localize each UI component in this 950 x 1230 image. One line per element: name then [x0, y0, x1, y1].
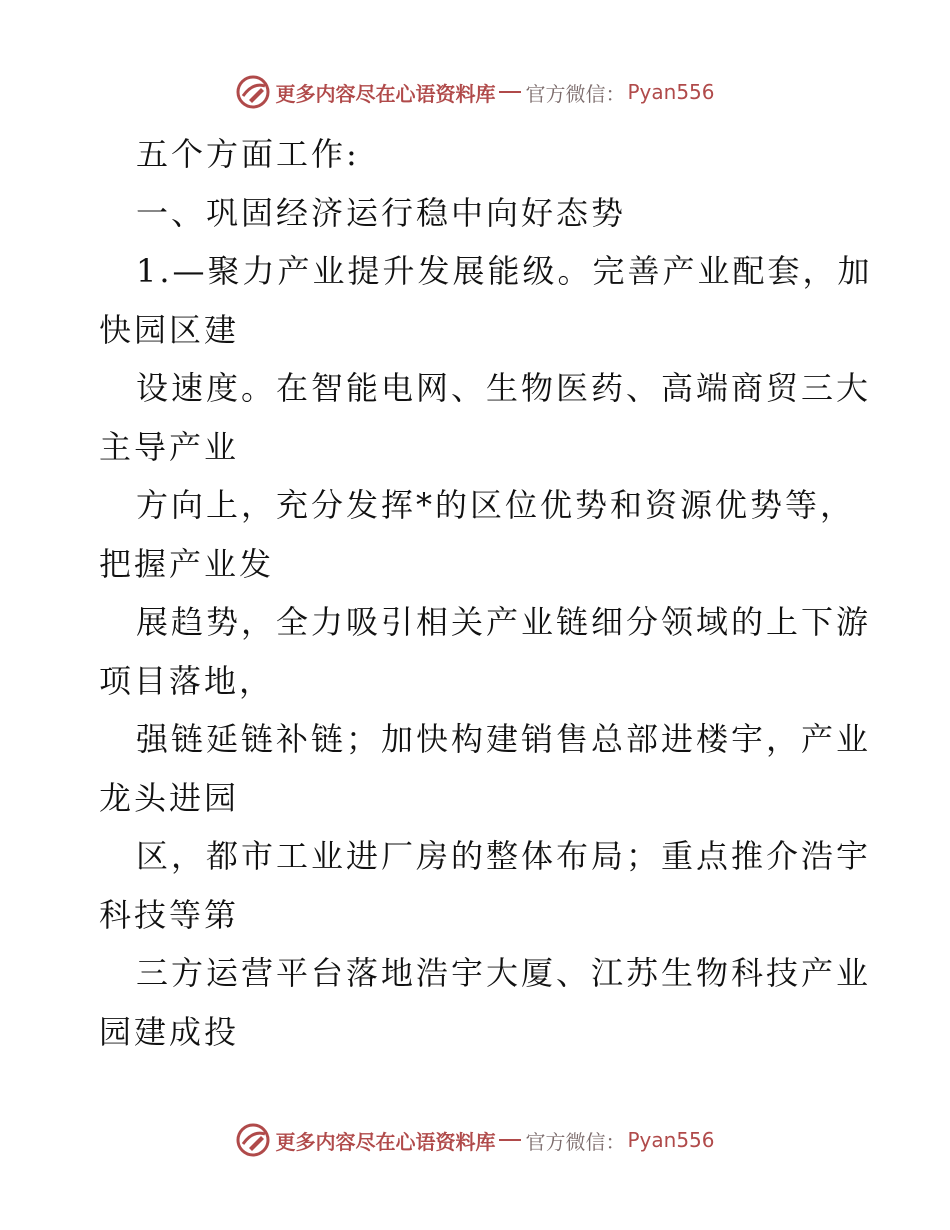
- header-banner: [0, 72, 950, 112]
- footer-brand-text: 更多内容尽在心语资料库: [275, 1129, 496, 1154]
- paragraph-line: 设速度。在智能电网、生物医药、高端商贸三大: [136, 369, 872, 407]
- footer-wechat-label: 官方微信：: [525, 1129, 626, 1154]
- paragraph-line: 项目落地，: [99, 661, 275, 700]
- brand-logo-icon: [235, 1122, 271, 1158]
- paragraph-line: 1.—聚力产业提升发展能级。完善产业配套，加: [136, 252, 873, 290]
- paragraph-line: 快园区建: [99, 310, 240, 349]
- header-brand-text: 更多内容尽在心语资料库: [275, 81, 496, 106]
- paragraph-line: 展趋势，全力吸引相关产业链细分领域的上下游: [136, 603, 872, 641]
- paragraph-line: 主导产业: [99, 427, 240, 466]
- footer-wechat-id: Pyan556: [627, 1128, 715, 1152]
- paragraph-line: 把握产业发: [99, 544, 275, 583]
- paragraph-line: 强链延链补链；加快构建销售总部进楼宇，产业: [136, 720, 872, 758]
- document-body: [99, 125, 873, 1061]
- paragraph-line: 园建成投: [99, 1012, 240, 1051]
- paragraph-line: 龙头进园: [99, 778, 240, 817]
- section-heading: 一、巩固经济运行稳中向好态势: [136, 193, 627, 232]
- footer-banner: [0, 1120, 950, 1160]
- paragraph-line: 区，都市工业进厂房的整体布局；重点推介浩宇: [136, 837, 872, 875]
- paragraph-line: 科技等第: [99, 895, 240, 934]
- paragraph-line: 方向上，充分发挥*的区位优势和资源优势等，: [136, 486, 856, 524]
- footer-dash: [499, 1139, 521, 1141]
- paragraph-line: 三方运营平台落地浩宇大厦、江苏生物科技产业: [136, 954, 872, 992]
- header-wechat-label: 官方微信：: [525, 81, 626, 106]
- section-intro: 五个方面工作:: [136, 135, 360, 173]
- brand-logo-icon: [235, 74, 271, 110]
- header-dash: [499, 91, 521, 93]
- header-wechat-id: Pyan556: [627, 80, 715, 104]
